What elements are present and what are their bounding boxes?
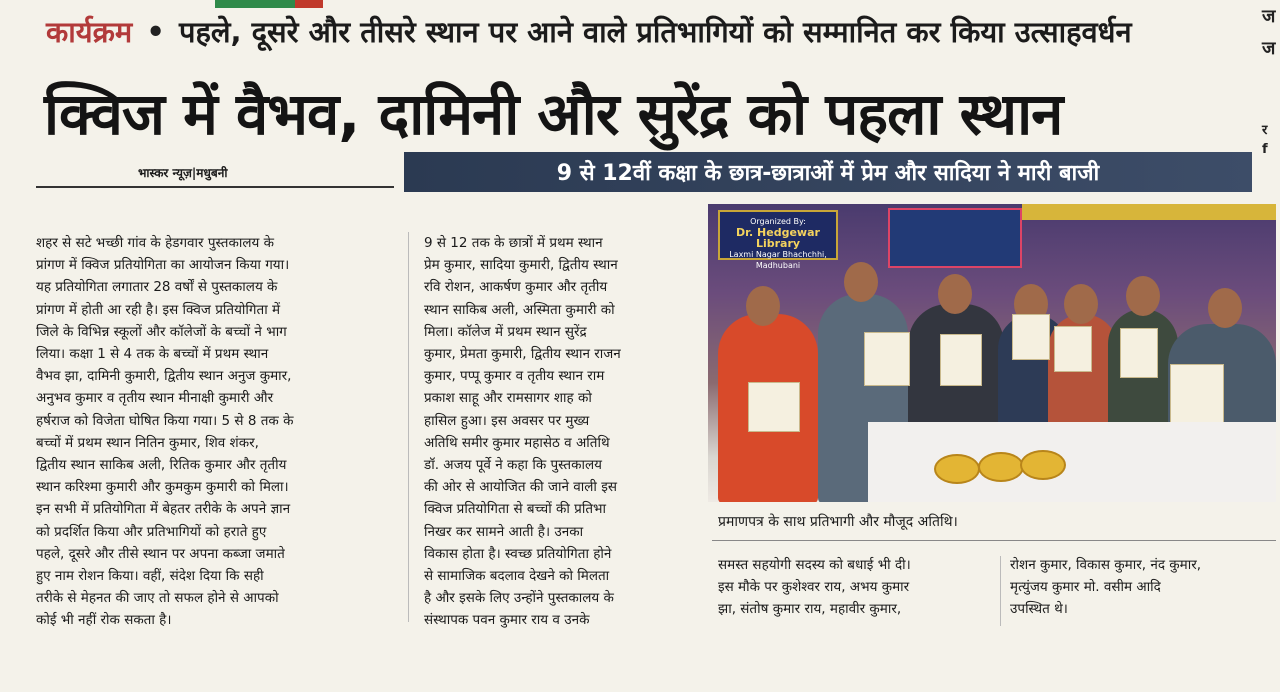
text-line: इन सभी में प्रतियोगिता में बेहतर तरीके के अपने ज्ञान — [36, 501, 291, 518]
text-line: है और इसके लिए उन्होंने पुस्तकालय के — [424, 590, 614, 607]
text-line: प्रांगण में क्विज प्रतियोगिता का आयोजन किया गया। — [36, 257, 290, 274]
photo-caption: प्रमाणपत्र के साथ प्रतिभागी और मौजूद अतिथि। — [718, 514, 958, 530]
banner-library-name: Dr. Hedgewar Library — [736, 226, 820, 250]
certificate — [1120, 328, 1158, 378]
person-head — [1208, 288, 1242, 328]
certificate — [940, 334, 982, 386]
sweet-bowl — [934, 454, 980, 484]
text-line: यह प्रतियोगिता लगातार 28 वर्षों से पुस्तकालय के — [36, 279, 278, 296]
sweet-bowl — [978, 452, 1024, 482]
certificate — [864, 332, 910, 386]
kicker-bullet: • — [146, 15, 165, 49]
text-line: मृत्युंजय कुमार मो. वसीम आदि — [1010, 579, 1161, 596]
person-head — [1126, 276, 1160, 316]
certificate — [1054, 326, 1092, 372]
text-line: इस मौके पर कुशेश्वर राय, अभय कुमार — [718, 579, 910, 596]
text-line: की ओर से आयोजित की जाने वाली इस — [424, 479, 617, 496]
article-column-3 — [718, 554, 988, 621]
certificate — [748, 382, 800, 432]
text-line: विकास होता है। स्वच्छ प्रतियोगिता होने — [424, 545, 612, 562]
person-head — [746, 286, 780, 326]
text-line: कोई भी नहीं रोक सकता है। — [36, 612, 172, 629]
text-line: को प्रदर्शित किया और प्रतिभागियों को हराते हुए — [36, 523, 267, 540]
person-head — [938, 274, 972, 314]
kicker-label: कार्यक्रम — [46, 15, 133, 49]
adjacent-article-fragment: ज — [1262, 6, 1276, 27]
backdrop-poster — [888, 208, 1022, 268]
text-line: वैभव झा, दामिनी कुमारी, द्वितीय स्थान अनुज कुमार, — [36, 368, 292, 385]
library-banner — [718, 210, 838, 270]
text-line: हासिल हुआ। इस अवसर पर मुख्य — [424, 412, 590, 429]
table — [868, 422, 1276, 502]
headline: क्विज में वैभव, दामिनी और सुरेंद्र को पहला स्थान — [44, 80, 1063, 148]
certificate — [1170, 364, 1224, 428]
sweet-bowl — [1020, 450, 1066, 480]
text-line: निखर कर सामने आती है। उनका — [424, 523, 584, 540]
text-line: हुए नाम रोशन किया। वहीं, संदेश दिया कि सही — [36, 568, 264, 585]
text-line: अतिथि समीर कुमार महासेठ व अतिथि — [424, 434, 610, 451]
text-line: तरीके से मेहनत की जाए तो सफल होने से आपको — [36, 590, 279, 607]
article-column-1 — [36, 232, 394, 632]
column-divider — [408, 232, 409, 622]
text-line: बच्चों में प्रथम स्थान नितिन कुमार, शिव शंकर, — [36, 434, 259, 451]
adjacent-article-fragment: f — [1262, 142, 1268, 157]
person-head — [844, 262, 878, 302]
adjacent-article-fragment: र — [1262, 123, 1268, 138]
text-line: प्रांगण में होती आ रही है। इस क्विज प्रतियोगिता में — [36, 301, 281, 318]
event-photo — [708, 204, 1276, 502]
masthead-strip-red — [295, 0, 323, 8]
certificate — [1012, 314, 1050, 360]
byline: भास्कर न्यूज़|मधुबनी — [138, 166, 228, 180]
kicker-text: पहले, दूसरे और तीसरे स्थान पर आने वाले प्रतिभागियों को सम्मानित कर किया उत्साहवर्धन — [178, 15, 1132, 49]
text-line: स्थान साकिब अली, अस्मिता कुमारी को — [424, 301, 615, 318]
text-line: रवि रोशन, आकर्षण कुमार और तृतीय — [424, 279, 608, 296]
text-line: से सामाजिक बदलाव देखने को मिलता — [424, 568, 610, 585]
text-line: जिले के विभिन्न स्कूलों और कॉलेजों के बच्चों ने भाग — [36, 323, 287, 340]
text-line: मिला। कॉलेज में प्रथम स्थान सुरेंद्र — [424, 323, 587, 340]
text-line: लिया। कक्षा 1 से 4 तक के बच्चों में प्रथम स्थान — [36, 346, 269, 363]
column-divider — [1000, 556, 1001, 626]
text-line: हर्षराज को विजेता घोषित किया गया। 5 से 8 तक के — [36, 412, 294, 429]
text-line: प्रकाश साहू और रामसागर शाह को — [424, 390, 592, 407]
byline-rule — [36, 186, 394, 188]
article-column-4 — [1010, 554, 1272, 621]
text-line: द्वितीय स्थान साकिब अली, रितिक कुमार और तृतीय — [36, 457, 287, 474]
text-line: संस्थापक पवन कुमार राय व उनके — [424, 612, 590, 629]
text-line: क्विज प्रतियोगिता से बच्चों की प्रतिभा — [424, 501, 607, 518]
text-line: उपस्थित थे। — [1010, 601, 1068, 618]
text-line: शहर से सटे भच्छी गांव के हेडगवार पुस्तकालय के — [36, 235, 274, 251]
text-line: डॉ. अजय पूर्वे ने कहा कि पुस्तकालय — [424, 457, 602, 474]
text-line: पहले, दूसरे और तीसे स्थान पर अपना कब्जा जमाते — [36, 545, 285, 562]
caption-rule — [712, 540, 1276, 541]
text-line: समस्त सहयोगी सदस्य को बधाई भी दी। — [718, 557, 911, 573]
banner-organized-by: Organized By: — [750, 217, 806, 226]
masthead-strip-green — [215, 0, 295, 8]
text-line: रोशन कुमार, विकास कुमार, नंद कुमार, — [1010, 557, 1202, 573]
adjacent-article-fragment: ज — [1262, 38, 1276, 59]
text-line: अनुभव कुमार व तृतीय स्थान मीनाक्षी कुमारी और — [36, 390, 274, 407]
text-line: प्रेम कुमार, सादिया कुमारी, द्वितीय स्थान — [424, 257, 618, 274]
text-line: कुमार, प्रेमता कुमारी, द्वितीय स्थान राजन — [424, 346, 621, 363]
person-head — [1064, 284, 1098, 324]
article-column-2 — [424, 232, 696, 632]
text-line: स्थान करिश्मा कुमारी और कुमकुम कुमारी को मिला। — [36, 479, 289, 496]
text-line: झा, संतोष कुमार राय, महावीर कुमार, — [718, 601, 902, 618]
text-line: कुमार, पप्पू कुमार व तृतीय स्थान राम — [424, 368, 605, 385]
subheadline-bar — [404, 152, 1252, 192]
kicker-line — [46, 12, 1132, 51]
backdrop-bar — [1022, 204, 1276, 220]
banner-address: Laxmi Nagar Bhachchhi, Madhubani — [729, 250, 827, 270]
text-line: 9 से 12 तक के छात्रों में प्रथम स्थान — [424, 235, 603, 251]
subheadline: 9 से 12वीं कक्षा के छात्र-छात्राओं में प्रेम और सादिया ने मारी बाजी — [556, 161, 1100, 186]
